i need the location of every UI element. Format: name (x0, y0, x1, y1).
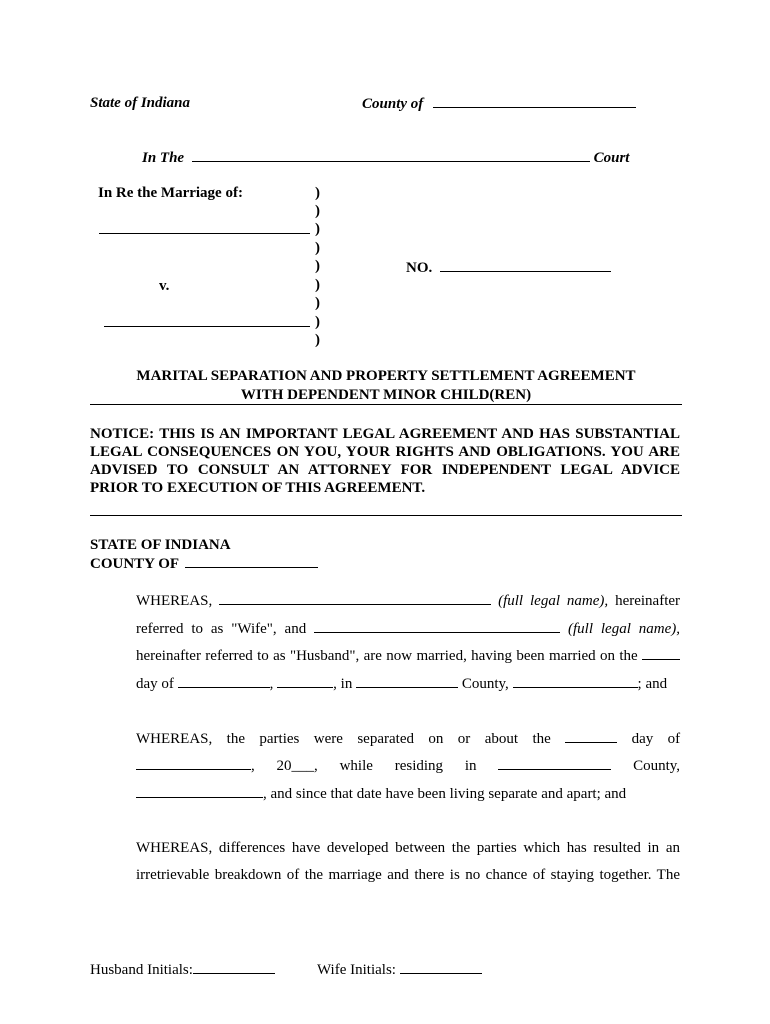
document-title (90, 367, 682, 405)
married-text: hereinafter referred to as "Husband", are now married, having been married on the (136, 648, 638, 664)
marriage-day-blank[interactable] (642, 647, 680, 660)
hereinafter-label: hereinafter (615, 593, 681, 609)
word: of (667, 731, 681, 747)
county-label: County, (633, 758, 681, 774)
state-label: State of Indiana (90, 95, 191, 111)
venue-county-blank[interactable] (185, 555, 318, 568)
while-label: while (339, 758, 373, 774)
caption-paren: ) (315, 221, 320, 237)
in-re-label: In Re the Marriage of: (98, 185, 243, 201)
residing-label: residing (394, 758, 444, 774)
county-blank[interactable] (433, 95, 636, 108)
caption-paren: ) (315, 185, 320, 201)
word: parties (259, 731, 300, 747)
court-name-blank[interactable] (192, 149, 590, 162)
full-legal-name-note: (full legal name), (567, 621, 680, 637)
case-number-blank[interactable] (440, 259, 611, 272)
word: the (532, 731, 551, 747)
wife-initials-label: Wife Initials: (317, 962, 396, 978)
court-label: Court (593, 150, 630, 166)
para2-line2: , 20___, while residing in County, (136, 757, 680, 775)
venue-county (90, 555, 318, 573)
in-the-label: In The (142, 150, 185, 166)
whereas-label: WHEREAS, (136, 593, 213, 609)
para3-line1: WHEREAS, differences have developed between the parties which has resulted in an (136, 840, 680, 856)
caption-paren: ) (315, 203, 320, 219)
husband-name-blank[interactable] (314, 620, 560, 633)
caption-paren: ) (315, 332, 320, 348)
notice-text: NOTICE: THIS IS AN IMPORTANT LEGAL AGREEMENT AND HAS SUBSTANTIAL LEGAL CONSEQUENCES ON YOU, YOUR RIGHTS AND OBLIGATIONS. YOU ARE ADVISED TO CONSULT AN ATTORNEY FOR INDEPENDENT LEGAL ADVICE PRIOR TO EXECUTION OF THIS AGREEMENT. (90, 426, 680, 496)
word: separated (357, 731, 414, 747)
title-line-1: MARITAL SEPARATION AND PROPERTY SETTLEMENT AGREEMENT (136, 368, 636, 384)
and-label: ; and (637, 676, 668, 692)
in-label: , in (333, 676, 353, 692)
year-label: 20___, (276, 758, 318, 774)
husband-initials-blank[interactable] (193, 961, 275, 974)
para2-line1 (136, 730, 680, 748)
residence-county-blank[interactable] (498, 757, 611, 770)
marriage-state-blank[interactable] (513, 675, 638, 688)
party2-line[interactable] (104, 314, 310, 332)
word: WHEREAS, (136, 731, 213, 747)
notice-divider (90, 515, 682, 516)
wife-initials (317, 961, 482, 979)
caption-paren: ) (315, 240, 320, 256)
venue-county-label: COUNTY OF (90, 556, 179, 572)
county-label-text: County of (362, 96, 424, 112)
para1-line4: day of , , in County, ; and (136, 676, 668, 692)
in-label: in (464, 758, 477, 774)
word: or (457, 731, 471, 747)
wife-initials-blank[interactable] (400, 961, 482, 974)
para1-line3 (136, 647, 680, 665)
word: on (428, 731, 444, 747)
day-of-label: day of (136, 676, 174, 692)
county-label: County, (461, 676, 509, 692)
venue-state: STATE OF INDIANA (90, 537, 231, 553)
county-label (362, 95, 636, 113)
para3-line2: irretrievable breakdown of the marriage and there is no chance of staying together. The (136, 867, 680, 883)
referred-wife-text: referred to as "Wife", and (136, 621, 307, 637)
para1-line2 (136, 620, 680, 638)
marriage-year-blank[interactable] (277, 675, 333, 688)
separation-month-blank[interactable] (136, 757, 251, 770)
husband-initials (90, 961, 275, 979)
caption-paren: ) (315, 258, 320, 274)
husband-initials-label: Husband Initials: (90, 962, 193, 978)
wife-name-blank[interactable] (219, 592, 491, 605)
case-number-label: NO. (406, 260, 433, 276)
title-line-2: WITH DEPENDENT MINOR CHILD(REN) (240, 387, 532, 403)
para2-line3 (136, 785, 680, 803)
title-divider (90, 404, 682, 405)
para1-line1 (136, 592, 680, 610)
word: day (631, 731, 654, 747)
caption-paren: ) (315, 277, 320, 293)
word: were (313, 731, 343, 747)
word: the (226, 731, 245, 747)
word: about (484, 731, 519, 747)
marriage-month-blank[interactable] (178, 675, 270, 688)
caption-paren: ) (315, 314, 320, 330)
court-line (142, 149, 629, 167)
full-legal-name-note: (full legal name), (498, 593, 609, 609)
separation-day-blank[interactable] (565, 730, 617, 743)
party1-line[interactable] (99, 221, 310, 239)
separation-tail: , and since that date have been living separate and apart; and (263, 786, 627, 802)
versus-label: v. (159, 278, 170, 294)
marriage-county-blank[interactable] (356, 675, 458, 688)
case-number (406, 259, 611, 277)
caption-paren: ) (315, 295, 320, 311)
residence-state-blank[interactable] (136, 785, 263, 798)
